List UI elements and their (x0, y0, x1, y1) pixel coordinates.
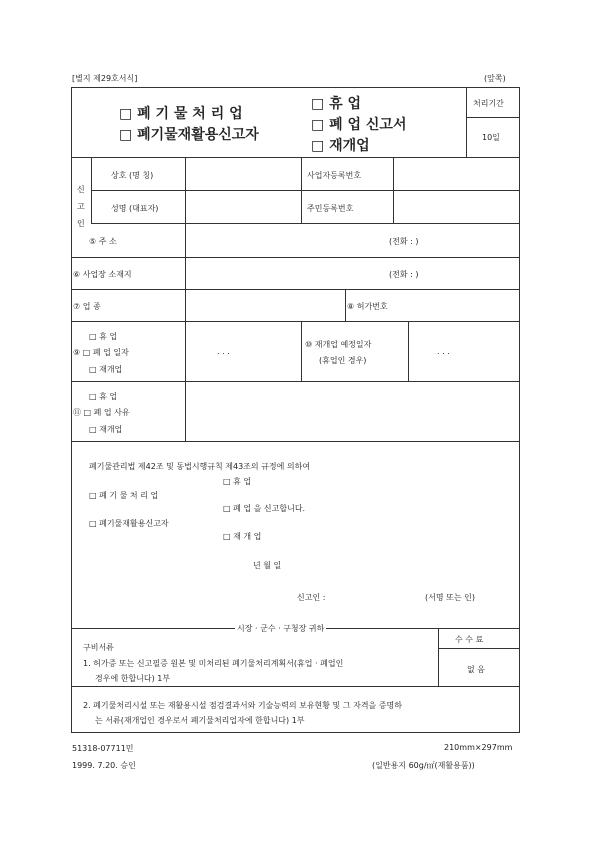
doc-item-2-line-2: 는 서류(재개업인 경우로서 폐기물처리업자에 한합니다) 1부 (95, 716, 305, 725)
applicant-side-label-2: 고 (77, 202, 85, 211)
title-closure-report: □ 폐 업 신고서 (311, 117, 407, 133)
page-side-label: (앞쪽) (484, 74, 506, 83)
address-phone: (전화 : ) (389, 237, 419, 246)
date-suspension-checkbox[interactable]: □ 휴 업 (89, 332, 118, 341)
declarant-label: 신고인 : (297, 593, 326, 602)
title-waste-processing: □ 폐 기 물 처 리 업 (119, 106, 243, 122)
title-waste-recycling: □ 폐기물재활용신고자 (119, 127, 259, 143)
signature-label: (서명 또는 인) (425, 593, 475, 602)
declaration-processing-checkbox[interactable]: □ 폐 기 물 처 리 업 (89, 491, 159, 500)
site-phone: (전화 : ) (389, 270, 419, 279)
reopen-date-note: (휴업인 경우) (319, 356, 367, 365)
processing-period-label: 처리기간 (473, 99, 504, 108)
fee-label: 수 수 료 (455, 635, 484, 644)
date-field[interactable]: . . . (217, 347, 230, 356)
company-name-label: 상호 (명 칭) (111, 171, 154, 180)
paper-type: (일반용지 60g/㎡(재활용품)) (372, 761, 475, 770)
business-registration-field[interactable] (395, 159, 517, 188)
doc-item-1-line-2: 경우에 한합니다) 1부 (95, 674, 171, 683)
business-type-field[interactable] (187, 291, 343, 319)
required-docs-title: 구비서류 (83, 643, 114, 652)
address-field[interactable] (187, 225, 383, 255)
representative-name-label: 성명 (대표자) (111, 204, 159, 213)
addressee: 시장 · 군수 · 구청장 귀하 (237, 624, 325, 633)
paper-size: 210mm×297mm (444, 743, 513, 752)
form-number: [별지 제29호서식] (72, 74, 138, 83)
reopen-date-label: ⑩ 재개업 예정일자 (305, 340, 372, 349)
reason-reopening-checkbox[interactable]: □ 재개업 (89, 425, 123, 434)
site-location-label: ⑥ 사업장 소재지 (73, 270, 132, 279)
applicant-side-label-3: 인 (77, 219, 85, 228)
reason-closure-checkbox[interactable]: ⑪ □ 폐 업 사유 (73, 408, 130, 417)
declaration-date[interactable]: 년 월 일 (253, 561, 282, 570)
declaration-reopening-checkbox[interactable]: □ 재 개 업 (223, 532, 262, 541)
reason-field[interactable] (187, 383, 517, 439)
address-label: ⑤ 주 소 (89, 237, 117, 246)
title-reopening: □ 재개업 (311, 138, 370, 154)
representative-name-field[interactable] (187, 192, 299, 221)
reason-suspension-checkbox[interactable]: □ 휴 업 (89, 392, 118, 401)
doc-item-2-line-1: 2. 폐기물처리시설 또는 재활용시설 점검결과서와 기술능력의 보유현황 및 그 자격을 증명하 (83, 701, 402, 710)
reopen-date-field[interactable]: . . . (437, 347, 450, 356)
resident-number-label: 주민등록번호 (307, 204, 354, 213)
permit-number-label: ⑧ 허가번호 (347, 302, 388, 311)
approval-date: 1999. 7.20. 승인 (72, 761, 136, 770)
date-reopening-checkbox[interactable]: □ 재개업 (89, 365, 123, 374)
report-form (71, 87, 520, 733)
business-type-label: ⑦ 업 종 (73, 302, 101, 311)
business-registration-label: 사업자등록번호 (307, 171, 362, 180)
declaration-closure-checkbox[interactable]: □ 폐 업 을 신고합니다. (223, 504, 306, 513)
date-closure-checkbox[interactable]: ⑨ □ 폐 업 일자 (73, 348, 129, 357)
declaration-recycling-checkbox[interactable]: □ 폐기물재활용신고자 (89, 519, 169, 528)
processing-period-value: 10일 (482, 133, 500, 142)
site-location-field[interactable] (187, 259, 383, 287)
applicant-side-label-1: 신 (77, 185, 85, 194)
title-suspension: □ 휴 업 (311, 96, 362, 112)
company-name-field[interactable] (187, 159, 299, 188)
form-code: 51318-07711민 (72, 744, 134, 753)
resident-number-field[interactable] (395, 192, 517, 221)
permit-number-field[interactable] (411, 291, 517, 319)
declaration-suspension-checkbox[interactable]: □ 휴 업 (223, 477, 252, 486)
fee-value: 없 음 (467, 665, 485, 674)
doc-item-1-line-1: 1. 허가증 또는 신고필증 원본 및 미처리된 폐기물처리계획서(휴업 · 폐업인 (83, 659, 344, 668)
law-reference-text: 폐기물관리법 제42조 및 동법시행규칙 제43조의 규정에 의하여 (89, 462, 311, 471)
